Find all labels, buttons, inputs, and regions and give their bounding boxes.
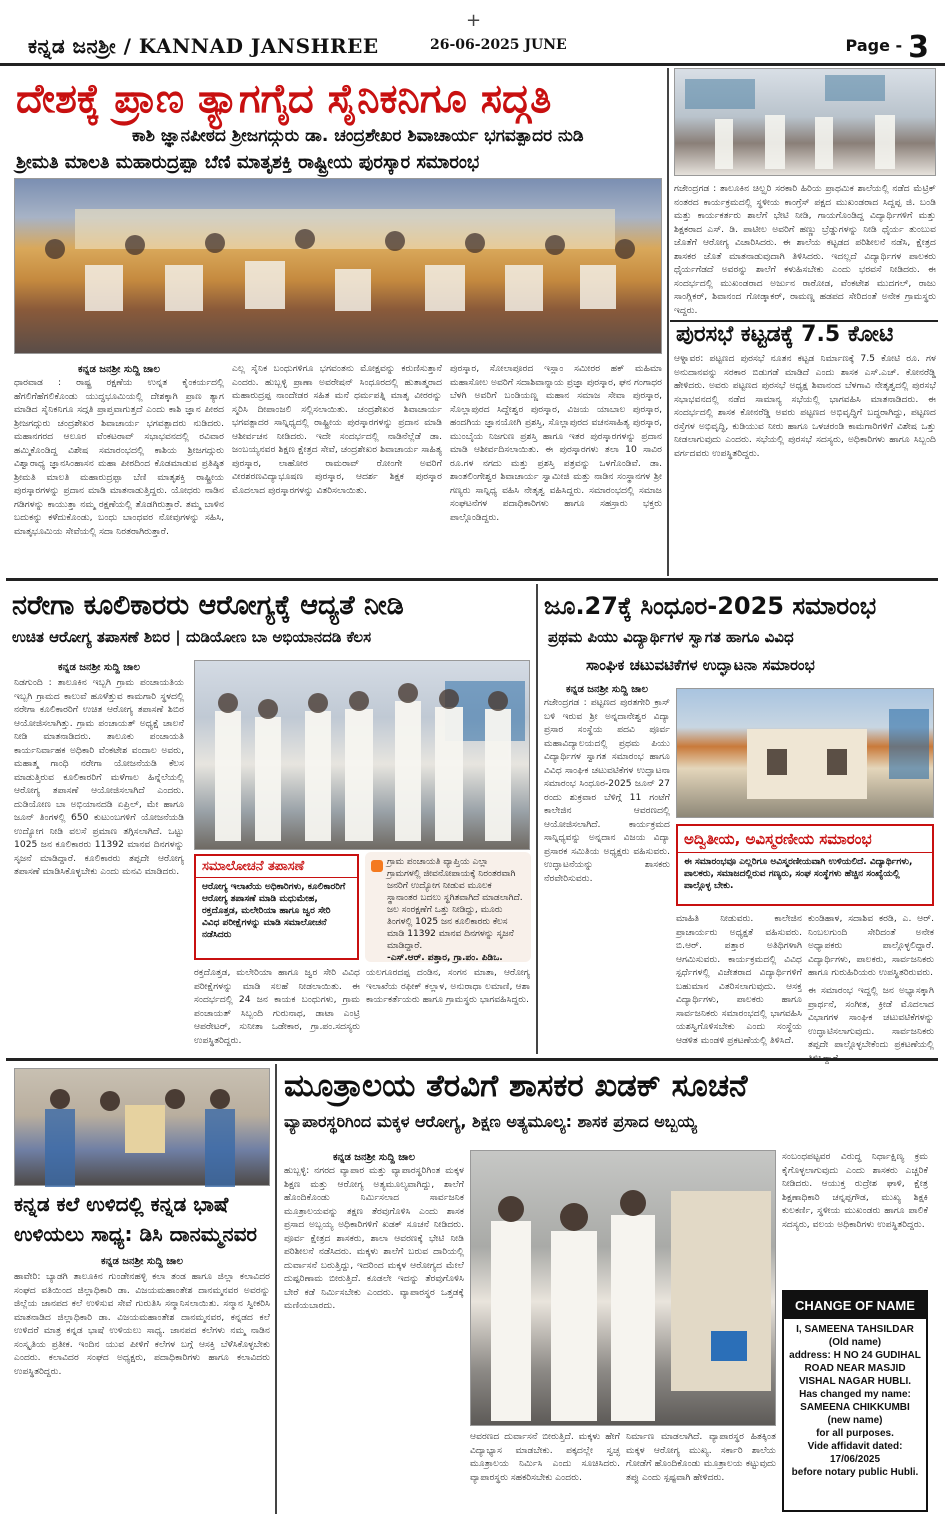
section-divider	[6, 1058, 938, 1061]
article-column: ಪುರಸ್ಕಾರ, ಸೋಲಾಪೂರದ ಇಸ್ಲಾಂ ಸಮೀರರ ಹಕ್ ಮಹಿಮಾ ಮಹಾಸೋಲ ಅವರಿಗೆ ಸದಾಶಿವಾನ್ನಾಯ ಪ್ರಜ್ಞಾ ಪುರಸ್ಕಾರ, ಘನ ಗಂಗಾಧರ ಬೆಳಗಿ ಅವರಿಗೆ ಬಂಡಿಯಣ್ಣ ಮಹಾನ ಸಮಾಜ ಸೇವಾ ಪುರಸ್ಕಾರ, ಸೊಲ್ಲಾಪುರದ ಸಿದ್ದೇಶ್ವರ ಪುರಸ್ಕಾರ, ವಿಜಯ ಯಾಬಾಲ ಪುರಸ್ಕಾರ, ಹಂದಗಿಯ ಜ್ಞಾನಯೋಗಿ ಪ್ರಶಸ್ತಿ, ಸೊಲ್ಲಾಪುರದ ವಚನಸಾಹಿತ್ಯ ಪುರಸ್ಕಾರ, ಮುಂಬೈಯ ನಿಜಗುಣ ಪ್ರಶಸ್ತಿ ಹಾಗೂ ಇತರ ಪುರಸ್ಕಾರಗಳನ್ನು ಪ್ರದಾನ ಮಾಡಿ ಆಶೀರ್ವದಿಸಲಾಯಿತು. ಈ ಪುರಸ್ಕಾರಗಳು ತಲಾ 10 ಸಾವಿರ ರೂ.ಗಳ ನಗದು ಮತ್ತು ಪ್ರಶಸ್ತಿ ಪತ್ರವನ್ನು ಒಳಗೊಂಡಿವೆ. ಡಾ. ಶಾಂತಲಿಂಗೇಶ್ವರ ಶಿವಾಚಾರ್ಯ ಸ್ವಾಮೀಜಿ ಮತ್ತು ನಾಡಿನ ಸಂಸ್ಥಾನಗಳ ಶ್ರೀ ಗಣ್ಯರು ಸಾನ್ನಿಧ್ಯ ವಹಿಸಿ ನೇತೃತ್ವ ವಹಿಸಿದ್ದರು. ಸಮಾರಂಭದಲ್ಲಿ ಸಮಾಜ ಸಂಘಟನೆಗಳ ಪದಾಧಿಕಾರಿಗಳು ಹಾಗೂ ಸಹಸ್ರಾರು ಭಕ್ತರು ಪಾಲ್ಗೊಂಡಿದ್ದರು.	[450, 363, 662, 523]
article-column: ಈ ಸಮಾರಂಭ ಇದ್ದಲ್ಲಿ ಜನ ಅಭ್ಯಾಸಕ್ಕಾಗಿ ಪ್ರಾರ್ಥನೆ, ಸಂಗೀತ, ಕ್ರೀಡೆ ಮೊದಲಾದ ವಿಭಾಗಗಳ ಸಾಂಘಿಕ ಚಟುವಟಿಕೆಗಳನ್ನು ಉದ್ಘಾಟಿಸಲಾಗುವುದು. ಸಾರ್ವಜನಿಕರು ತಪ್ಪದೇ ಪಾಲ್ಗೊಳ್ಳಬೇಕೆಂದು ಪ್ರಕಟಣೆಯಲ್ಲಿ	[808, 985, 934, 1050]
college-building-photo	[676, 688, 934, 818]
classified-body	[784, 1319, 926, 1479]
byline: ಕನ್ನಡ ಜನಶ್ರೀ ಸುದ್ದಿ ಜಾಲ	[566, 684, 648, 695]
quote-text: ಗ್ರಾಮ ಪಂಚಾಯತಿ ವ್ಯಾಪ್ತಿಯ ಎಲ್ಲಾ ಗ್ರಾಮಗಳಲ್ಲಿ ಜೀವನೋಪಾಯಕ್ಕೆ ನಿರಂತರವಾಗಿ ಜನರಿಗೆ ಉದ್ಯೋಗ ನೀಡುವ ಮೂಲಕ ಸ್ಥಾನಾಂತರ ಬದಲು ಸ್ಥಗಿತವಾಗಿದೆ ಮಾಡಲಾಗಿದೆ. ಜಲ ಸಂರಕ್ಷಣೆಗೆ ಒತ್ತು ನೀಡಿದ್ದು, ಮೂರು ತಿಂಗಳಲ್ಲಿ 1025 ಜನ ಕೂಲಿಕಾರರು ಕೆಲಸ ಮಾಡಿ 11392 ಮಾನವ ದಿನಗಳನ್ನು ಸೃಜನೆ ಮಾಡಿದ್ದಾರೆ.	[387, 857, 523, 951]
article-column: ಕುಂಡಿಹಾಳ, ಸದಾಶಿವ ಕರಡಿ, ಎ. ಆರ್. ನಿಂಬಲಗುಂದಿ ಸೇರಿದಂತೆ ಅನೇಕ ಅಧ್ಯಾಪಕರು ಪಾಲ್ಗೊಳ್ಳಲಿದ್ದಾರೆ. ವಿದ್ಯಾರ್ಥಿಗಳು, ಪಾಲಕರು, ಸಾರ್ವಜನಿಕರು ಹಾಗೂ ಗುರುಹಿರಿಯರು ಉಪಸ್ಥಿತರಿರುವರು.	[808, 913, 934, 978]
article-column: ನಿರ್ಮಾಣ ಮಾಡಲಾಗಿದೆ. ವ್ಯಾಪಾರಸ್ಥರ ಹಿತಕ್ಕಿಂತ ಮಕ್ಕಳ ಆರೋಗ್ಯ ಮುಖ್ಯ. ಸರ್ಕಾರಿ ಶಾಲೆಯ ಗೋಡೆಗೆ ಹೊಂದಿಕೊಂಡು ಮೂತ್ರಾಲಯ ಕಟ್ಟುವುದು ತಪ್ಪು ಎಂದು ಸ್ಪಷ್ಟವಾಗಿ ಹೇಳಿದರು.	[626, 1431, 776, 1483]
classified-line: I, SAMEENA TAHSILDAR	[796, 1324, 914, 1335]
photo-figures	[15, 179, 663, 355]
issue-date: 26-06-2025 JUNE	[430, 37, 567, 53]
classified-line: address: H NO 24 GUDIHAL	[789, 1350, 921, 1361]
headline: ಉಳಿಯಲು ಸಾಧ್ಯ: ಡಿಸಿ ದಾನಮ್ಮನವರ	[14, 1222, 258, 1246]
photo-figures	[677, 689, 935, 819]
article-column: ಆವರಣದ ದುರ್ವಾಸನೆ ಬೀರುತ್ತಿದೆ. ಮಕ್ಕಳು ಹೇಗೆ ವಿದ್ಯಾಭ್ಯಾಸ ಮಾಡಬೇಕು. ಪಕ್ಕದಲ್ಲೇ ಸ್ವಚ್ಛ ಮೂತ್ರಾಲಯ ನಿರ್ಮಿಸಿ ಎಂದು ಸೂಚಿಸಿದರು. ವ್ಯಾಪಾರಸ್ಥರು ಸಹಕರಿಸಬೇಕು ಎಂದರು.	[470, 1431, 620, 1483]
article-column: ಎಲ್ಲ ಸೈನಿಕ ಬಂಧುಗಳಿಗೂ ಭಗವಂತನು ಮೋಕ್ಷವನ್ನು ಕರುಣಿಸುತ್ತಾನೆ ಎಂದರು. ಹುಬ್ಬಳ್ಳಿ ಪ್ರಾಣಾ ಅವರೇಷನ್ ಸಿಂಧೂರದಲ್ಲಿ ಹುತಾತ್ಮರಾದ ಮಹಾರುದ್ರಪ್ಪ ನಾಂದೇಡರ ಸಹಿತ ಮನೆ ಧರ್ಮಪತ್ನಿ ಮಾತೃ ವೀರರನ್ನು ಸ್ಮರಿಸಿ ದೀಪಾಂಜಲಿ ಸಲ್ಲಿಸಲಾಯಿತು. ಚಂದ್ರಶೇಖರ ಶಿವಾಚಾರ್ಯ ಭಗವತ್ಪಾದರ ಸಾನ್ನಿಧ್ಯದಲ್ಲಿ ರಾಷ್ಟ್ರೀಯ ಪುರಸ್ಕಾರಗಳನ್ನು ಪ್ರದಾನ ಮಾಡಿ ಆಶೀರ್ವಚನ ನೀಡಿದರು. ಇದೇ ಸಂದರ್ಭದಲ್ಲಿ ನಾಡಿನೆಲ್ಲೆಡೆ ಡಾ. ಜಂಬಯ್ಯನವರ ಶಿಕ್ಷಣ ಕ್ಷೇತ್ರದ ಸೇವೆ, ಚಂದ್ರಶೇಖರ ಶಿವಾಚಾರ್ಯ ಸಾಹಿತ್ಯ ಪುರಸ್ಕಾರ, ಲಾಹೋರ ರಾಮರಾವ್ ರೋಂಗೇ ಅವರಿಗೆ ವೀರಶರಣವಿದ್ಯಾಭೂಷಣ ಪುರಸ್ಕಾರ, ಆದರ್ಶ ಶಿಕ್ಷಕ ಪುರಸ್ಕಾರ ಮೊದಲಾದ ಪುರಸ್ಕಾರಗಳನ್ನು ವಿತರಿಸಲಾಯಿತು.	[232, 363, 442, 496]
headline: ಜೂ.27ಕ್ಕೆ ಸಿಂಧೂರ-2025 ಸಮಾರಂಭ	[544, 592, 877, 620]
ceremony-stage-photo	[14, 178, 662, 354]
subheadline: ಕಾಶಿ ಜ್ಞಾನಪೀಠದ ಶ್ರೀಜಗದ್ಗುರು ಡಾ. ಚಂದ್ರಶೇಖರ ಶಿವಾಚಾರ್ಯ ಭಗವತ್ಪಾದರ ನುಡಿ	[132, 126, 584, 146]
article-column: ಮಾಹಿತಿ ನೀಡುವರು. ಕಾಲೇಜಿನ ಪ್ರಾಚಾರ್ಯರು ಅಧ್ಯಕ್ಷತೆ ವಹಿಸುವರು. ಬಿ.ಆರ್. ಪತ್ತಾರ ಅತಿಥಿಗಳಾಗಿ ಆಗಮಿಸುವರು. ಕಾರ್ಯಕ್ರಮದಲ್ಲಿ ವಿವಿಧ ಸ್ಪರ್ಧೆಗಳಲ್ಲಿ ವಿಜೇತರಾದ ವಿದ್ಯಾರ್ಥಿಗಳಿಗೆ ಬಹುಮಾನ ವಿತರಿಸಲಾಗುವುದು. ಆಸಕ್ತ ವಿದ್ಯಾರ್ಥಿಗಳು, ಪಾಲಕರು ಹಾಗೂ ಸಾರ್ವಜನಿಕರು ಸಮಾರಂಭದಲ್ಲಿ ಭಾಗವಹಿಸಿ ಯಶಸ್ವಿಗೊಳಿಸಬೇಕು ಎಂದು ಸಂಸ್ಥೆಯ ಆಡಳಿತ ಮಂಡಳಿ ಪ್ರಕಟಣೆಯಲ್ಲಿ ತಿಳಿಸಿದೆ.	[676, 913, 802, 1046]
article-column: ಧಾರವಾಡ : ರಾಷ್ಟ್ರ ರಕ್ಷಣೆಯ ಉನ್ನತ ಕೈಂಕರ್ಯದಲ್ಲಿ ಹೆಗಲಿಗೆಹೆಗಲಿಕೊಂಡು ಯುದ್ಧಭೂಮಿಯಲ್ಲಿ ದೇಶಕ್ಕಾಗಿ ಪ್ರಾಣ ತ್ಯಾಗ ಮಾಡಿದ ಸೈನಿಕನಿಗೂ ಸದ್ಗತಿ ಪ್ರಾಪ್ತವಾಗುತ್ತದೆ ಎಂದು ಕಾಶಿ ಜ್ಞಾನ ಪೀಠದ ಶ್ರೀಜಗದ್ಗುರು ಚಂದ್ರಶೇಖರ ಶಿವಾಚಾರ್ಯ ಭಗವತ್ಪಾದರು ನುಡಿದರು. ಮಹಾನಗರದ ಆಲೂರ ವೆಂಕಟರಾವ್ ಸಭಾಭವನದಲ್ಲಿ ರವಿವಾರ ಹಮ್ಮಿಕೊಂಡಿದ್ದ ವಿಶೇಷ ಸಮಾರಂಭದಲ್ಲಿ ಕಾಶಿಯ ಶ್ರೀಜಗದ್ಗುರು ವಿಶ್ವಾರಾಧ್ಯ ಜ್ಞಾನಸಿಂಹಾಸನ ಮಹಾ ಪೀಠದಿಂದ ಕೊಡಮಾಡುವ ಪ್ರತಿಷ್ಠಿತ ಶ್ರೀಮತಿ ಮಾಲತಿ ಮಹಾರುದ್ರಪ್ಪಾ ಬೆಣಿ ಮಾತೃಶಕ್ತಿ ರಾಷ್ಟ್ರೀಯ ಪುರಸ್ಕಾರಗಳನ್ನು ಪ್ರದಾನ ಮಾಡಿ ಮಾತನಾಡುತ್ತಿದ್ದರು. ಯೋಧರು ನಾಡಿನ ಗಡಿಗಳನ್ನು ಕಾಯುತ್ತಾ ನಮ್ಮ ರಕ್ಷಣೆಯಲ್ಲಿ ತೊಡಗಿರುತ್ತಾರೆ. ತಮ್ಮ ಬಾಳಿನ ಬದುಕನ್ನು ಕಳೆದುಕೊಂಡು, ಬಂಧು ಬಾಂಧವರ ನೋವುಗಳನ್ನು ಸಹಿಸಿ, ಮಾತೃಭೂಮಿಯ ಸೇವೆಯಲ್ಲಿ ಸದಾ ನಿರತರಾಗಿರುತ್ತಾರೆ.	[14, 377, 224, 537]
article-column: ಹಾವೇರಿ: ಬ್ಯಾಡಗಿ ತಾಲೂಕಿನ ಗುಂಡೇನಹಳ್ಳಿ ಕಲಾ ತಂಡ ಹಾಗೂ ಜಿಲ್ಲಾ ಕಲಾವಿದರ ಸಂಘದ ವತಿಯಿಂದ ಜಿಲ್ಲಾಧಿಕಾರಿ ಡಾ. ವಿಜಯಮಹಾಂತೇಶ ದಾನಮ್ಮನವರ ಅವರನ್ನು ಜಿಲ್ಲೆಯ ಜಾನಪದ ಕಲೆ ಉಳಿಸುವ ಸೇವೆ ಗುರುತಿಸಿ ಸನ್ಮಾನಿಸಲಾಯಿತು. ಸನ್ಮಾನ ಸ್ವೀಕರಿಸಿ ಮಾತನಾಡಿದ ಜಿಲ್ಲಾಧಿಕಾರಿ ಡಾ. ವಿಜಯಮಹಾಂತೇಶ ದಾನಮ್ಮನವರ, ಕನ್ನಡದ ಕಲೆ ಉಳಿದರೆ ಮಾತ್ರ ಕನ್ನಡ ಭಾಷೆ ಉಳಿಯಲು ಸಾಧ್ಯ. ಜಾನಪದ ಕಲೆಗಳು ನಮ್ಮ ನಾಡಿನ ಸಂಸ್ಕೃತಿಯ ಪ್ರತೀಕ. ಇಂದಿನ ಯುವ ಪೀಳಿಗೆ ಕಲೆಗಳ ಬಗ್ಗೆ ಆಸಕ್ತಿ ಬೆಳೆಸಿಕೊಳ್ಳಬೇಕು ಎಂದರು. ಕಲಾವಿದರ ಸಂಘದ ಅಧ್ಯಕ್ಷರು, ಪದಾಧಿಕಾರಿಗಳು ಹಾಗೂ ಕಲಾವಿದರು ಉಪಸ್ಥಿತರಿದ್ದರು.	[14, 1271, 270, 1377]
article-column: ಗಜೇಂದ್ರಗಡ : ತಾಲೂಕಿನ ಚಿಲ್ಝರಿ ಸರಕಾರಿ ಹಿರಿಯ ಪ್ರಾಥಮಿಕ ಶಾಲೆಯಲ್ಲಿ ನಡೆದ ಮೆಟ್ರಿಕ್ ನಂತರದ ಕಾರ್ಯಕ್ರಮದಲ್ಲಿ ಸ್ಥಳೀಯ ಕಾಂಗ್ರೆಸ್ ಪಕ್ಷದ ಮುಖಂಡರಾದ ಸಿದ್ದಪ್ಪ ಜಿ. ಬಂಡಿ ಮತ್ತು ಕಾರ್ಯಕರ್ತರು ಶಾಲೆಗೆ ಭೇಟಿ ನೀಡಿ, ಗಾಯಗೊಂಡಿದ್ದ ವಿದ್ಯಾರ್ಥಿಗಳಿಗೆ ಮತ್ತು ಶಿಕ್ಷಕರಾದ ಎಸ್. ಡಿ. ಪಾಟೀಲ ಅವರಿಗೆ ಹಣ್ಣು ಬ್ರೆಡ್ಡುಗಳನ್ನು ನೀಡಿ ಧೈರ್ಯ ತುಂಬುವ ಜೊತೆಗೆ ಆರೋಗ್ಯ ವಿಚಾರಿಸಿದರು. ಈ ಶಾಲೆಯ ಕಟ್ಟಡದ ಪರಿಶೀಲನೆ ನಡೆಸಿ, ಕ್ಷೇತ್ರದ ಶಾಸಕರ ಜೊತೆ ಮಾತನಾಡುವುದಾಗಿ ತಿಳಿಸಿದರು. ಇದಲ್ಲದೆ ವಿದ್ಯಾರ್ಥಿಗಳ ಪಾಲಕರು ಧೈರ್ಯಗೆಡದೆ ಅವರನ್ನು ಶಾಲೆಗೆ ಕಳುಹಿಸಬೇಕು ಎಂದು ಭರವಸೆ ನೀಡಿದರು. ಈ ಸಂದರ್ಭದಲ್ಲಿ ಮುಖಂಡರಾದ ಅರ್ಜುನ ರಾಠೋಡ, ವೆಂಕಟೇಶ ಮುದಗಲ್, ರಾಜು ಸಾಂಗ್ಲಿಕರ್, ಶಿವಾನಂದ ಗೋಡ್ಕಾಕರ್, ರಾಮಣ್ಣ ಹಡಪದ ಸೇರಿದಂತೆ ಅನೇಕ ಗ್ರಾಮಸ್ಥರು ಇದ್ದರು.	[674, 183, 936, 316]
classified-line: 17/06/2025	[829, 1454, 881, 1465]
headline: ನರೇಗಾ ಕೂಲಿಕಾರರು ಆರೋಗ್ಯಕ್ಕೆ ಆದ್ಯತೆ ನೀಡಿ	[12, 590, 404, 621]
article-column: ಯಲಗೂರದಪ್ಪ ದಂಡಿನ, ಸಂಗನ ಮಾತಾ, ಆರೋಗ್ಯ ಇಲಾಖೆಯ ರಫೀಕ್ ಕಲ್ಲಾಳ, ಅನುರಾಧಾ ಲಮಾಣಿ, ಆಶಾ ಕಾರ್ಯಕರ್ತೆಯರು ಹಾಗೂ ಗ್ರಾಮಸ್ಥರು ಭಾಗವಹಿಸಿದ್ದರು.	[366, 967, 530, 1005]
health-camp-photo	[194, 660, 530, 850]
school-visit-photo	[674, 68, 936, 176]
page-number-value: 3	[908, 30, 929, 65]
article-column: ರಕ್ತದೊತ್ತಡ, ಮಲೇರಿಯಾ ಹಾಗೂ ಜ್ವರ ಸೇರಿ ವಿವಿಧ ಪರೀಕ್ಷೆಗಳನ್ನು ಮಾಡಿ ಸಲಹೆ ನೀಡಲಾಯಿತು. ಈ ಸಂದರ್ಭದಲ್ಲಿ 24 ಜನ ಕಾಯಕ ಬಂಧುಗಳು, ಗ್ರಾಮ ಪಂಚಾಯತ್ ಸಿಬ್ಬಂದಿ ಗುರುನಾಥ, ಡಾಟಾ ಎಂಟ್ರಿ ಆಪರೇಟರ್, ಸುನೀತಾ ಒಡೇಕಾರ, ಗ್ರಾ.ಪಂ.ಸದಸ್ಯರು ಉಪಸ್ಥಿತರಿದ್ದರು.	[194, 967, 360, 1046]
box-text: ಈ ಸಮಾರಂಭವೂ ಎಲ್ಲರಿಗೂ ಅವಿಸ್ಮರಣೀಯವಾಗಿ ಉಳಿಯಲಿದೆ. ವಿದ್ಯಾರ್ಥಿಗಳು, ಪಾಲಕರು, ಸಮಾಜದಲ್ಲಿರುವ ಗಣ್ಯರು, ಸಂಘ ಸಂಸ್ಥೆಗಳು ಹೆಚ್ಚಿನ ಸಂಖ್ಯೆಯಲ್ಲಿ ಪಾಲ್ಗೊಳ್ಳ ಬೇಕು.	[684, 857, 913, 891]
box-text: ಆರೋಗ್ಯ ಇಲಾಖೆಯ ಅಧಿಕಾರಿಗಳು, ಕೂಲಿಕಾರರಿಗೆ ಆರೋಗ್ಯ ತಪಾಸಣೆ ಮಾಡಿ ಮಧುಮೇಹ, ರಕ್ತದೊತ್ತಡ, ಮಲೇರಿಯಾ ಹಾಗೂ ಜ್ವರ ಸೇರಿ ವಿವಿಧ ಪರೀಕ್ಷೆಗಳನ್ನು ಮಾಡಿ ಸಮಾಲೋಚನೆ ನಡೆಸಿದರು	[202, 882, 346, 940]
newspaper-name: ಕನ್ನಡ ಜನಶ್ರೀ / KANNAD JANSHREE	[28, 34, 379, 58]
section-divider	[6, 578, 938, 581]
subheadline: ವ್ಯಾಪಾರಸ್ಥರಿಗಿಂದ ಮಕ್ಕಳ ಆರೋಗ್ಯ, ಶಿಕ್ಷಣ ಅತ್ಯಮೂಲ್ಯ: ಶಾಸಕ ಪ್ರಸಾದ ಅಬ್ಬಯ್ಯ	[284, 1112, 697, 1131]
quote-icon	[371, 860, 383, 872]
photo-figures	[195, 661, 531, 851]
byline: ಕನ್ನಡ ಜನಶ್ರೀ ಸುದ್ದಿ ಜಾಲ	[58, 662, 140, 673]
subheadline: ಸಾಂಘಿಕ ಚಟುವಟಿಕೆಗಳ ಉದ್ಘಾಟನಾ ಸಮಾರಂಭ	[586, 656, 815, 674]
article-column: ಗಜೇಂದ್ರಗಡ : ಪಟ್ಟಣದ ಪುರತಗೇರಿ ಕ್ರಾಸ್ ಬಳಿ ಇರುವ ಶ್ರೀ ಅನ್ನದಾನೇಶ್ವರ ವಿದ್ಯಾ ಪ್ರಸಾರ ಸಂಸ್ಥೆಯ ಪದವಿ ಪೂರ್ವ ಮಹಾವಿದ್ಯಾಲಯದಲ್ಲಿ ಪ್ರಥಮ ಪಿಯು ವಿದ್ಯಾರ್ಥಿಗಳ ಸ್ವಾಗತ ಸಮಾರಂಭ ಹಾಗೂ ವಿವಿಧ ಸಾಂಘಿಕ ಚಟುವಟಿಕೆಗಳ ಉದ್ಘಾಟನಾ ಸಮಾರಂಭ ಸಿಂಧೂರ-2025 ಜೂನ್ 27 ರಂದು ಶುಕ್ರವಾರ ಬೆಳಿಗ್ಗೆ 11 ಗಂಟೆಗೆ ಕಾಲೇಜಿನ ಆವರಣದಲ್ಲಿ ಆಯೋಜಿಸಲಾಗಿದೆ. ಕಾರ್ಯಕ್ರಮದ ಸಾನ್ನಿಧ್ಯವನ್ನು ಅನ್ನದಾನ ವಿಜಯ ವಿದ್ಯಾ ಪ್ರಸಾರಕ ಸಮಿತಿಯ ಅಧ್ಯಕ್ಷರು ವಹಿಸುವರು. ಉದ್ಘಾಟನೆಯನ್ನು ಶಾಸಕರು ನೆರವೇರಿಸುವರು.	[544, 697, 670, 884]
urinal-inspection-photo	[470, 1150, 776, 1426]
classified-change-of-name	[782, 1290, 928, 1512]
classified-line: before notary public Hubli.	[791, 1467, 919, 1478]
headline: ಕನ್ನಡ ಕಲೆ ಉಳಿದಲ್ಲಿ ಕನ್ನಡ ಭಾಷೆ	[14, 1192, 229, 1216]
classified-line: for all purposes.	[816, 1428, 894, 1439]
box-title: ಅದ್ವಿತೀಯ, ಅವಿಸ್ಮರಣೀಯ ಸಮಾರಂಭ	[678, 826, 932, 853]
column-divider	[275, 1064, 277, 1514]
subheadline: ಉಚಿತ ಆರೋಗ್ಯ ತಪಾಸಣೆ ಶಿಬಿರ | ದುಡಿಯೋಣ ಬಾ ಅಭಿಯಾನದಡಿ ಕೆಲಸ	[12, 628, 372, 646]
classified-line: VISHAL NAGAR HUBLI.	[798, 1376, 912, 1387]
article-column: ನಿಡಗುಂದಿ : ತಾಲೂಕಿನ ಇಬ್ಬಗಿ ಗ್ರಾಮ ಪಂಚಾಯತಿಯ ಇಬ್ಬಗಿ ಗ್ರಾಮದ ಕಾಲುವೆ ಹೂಳೆತ್ತುವ ಕಾಮಗಾರಿ ಸ್ಥಳದಲ್ಲಿ ನರೇಗಾ ಕೂಲಿಕಾರರಿಗೆ ಉಚಿತ ಆರೋಗ್ಯ ತಪಾಸಣೆ ಶಿಬಿರ ಆಯೋಜಿಸಲಾಗಿತ್ತು. ಗ್ರಾಮ ಪಂಚಾಯತ್ ಅಧ್ಯಕ್ಷೆ ಚಾಲನೆ ನೀಡಿ ಮಾತನಾಡಿದರು. ತಾಲೂಕು ಪಂಚಾಯತಿ ಕಾರ್ಯನಿರ್ವಾಹಕ ಅಧಿಕಾರಿ ವೆಂಕಟೇಶ ವಂದಾಲ ಅವರು, ಮಹಾತ್ಮ ಗಾಂಧಿ ನರೇಗಾ ಯೋಜನೆಯಡಿ ಕೆಲಸ ಮಾಡುತ್ತಿರುವ ಕೂಲಿಕಾರರಿಗೆ ಮಳೆಗಾಲ ಹಿನ್ನೆಲೆಯಲ್ಲಿ ಆರೋಗ್ಯ ತಪಾಸಣೆ ಆಯೋಜಿಸಲಾಗಿದೆ ಎಂದರು. ದುಡಿಯೋಣ ಬಾ ಅಭಿಯಾನದಡಿ ಏಪ್ರಿಲ್, ಮೇ ಹಾಗೂ ಜೂನ್ ತಿಂಗಳಲ್ಲಿ 650 ಕುಟುಂಬಗಳಿಗೆ ಯೋಜನೆಯಡಿ ಉದ್ಯೋಗ ನೀಡಿ ವಲಸೆ ಪ್ರಮಾಣ ತಗ್ಗಿಸಲಾಗಿದೆ. ಒಟ್ಟು 1025 ಜನ ಕೂಲಿಕಾರರು 11392 ಮಾನವ ದಿನಗಳನ್ನು ಸೃಜನೆ ಮಾಡಿದ್ದಾರೆ. ಕೂಲಿಕಾರರು ತಪ್ಪದೇ ಆರೋಗ್ಯ ತಪಾಸಣೆ ಮಾಡಿಸಿಕೊಳ್ಳಬೇಕು ಎಂದು ಮನವಿ ಮಾಡಿದರು.	[14, 677, 184, 877]
article-column: ಹುಬ್ಬಳ್ಳಿ: ನಗರದ ವ್ಯಾಪಾರ ಮತ್ತು ವ್ಯಾಪಾರಸ್ಥರಿಗಿಂತ ಮಕ್ಕಳ ಶಿಕ್ಷಣ ಮತ್ತು ಆರೋಗ್ಯ ಅತ್ಯಮೂಲ್ಯವಾಗಿದ್ದು, ಶಾಲೆಗೆ ಹೊಂದಿಕೊಂಡು ನಿರ್ಮಿಸಲಾದ ಸಾರ್ವಜನಿಕ ಮೂತ್ರಾಲಯವನ್ನು ತಕ್ಷಣ ತೆರವುಗೊಳಿಸಿ ಎಂದು ಶಾಸಕ ಪ್ರಸಾದ ಅಬ್ಬಯ್ಯ ಅಧಿಕಾರಿಗಳಿಗೆ ಖಡಕ್ ಸೂಚನೆ ನೀಡಿದರು. ಪೂರ್ವ ಕ್ಷೇತ್ರದ ಶಾಸಕರು, ಶಾಲಾ ಆವರಣಕ್ಕೆ ಭೇಟಿ ನೀಡಿ ಪರಿಶೀಲನೆ ನಡೆಸಿದರು. ಮಕ್ಕಳು ಶಾಲೆಗೆ ಬರುವ ದಾರಿಯಲ್ಲಿ ದುರ್ವಾಸನೆ ಬರುತ್ತಿದ್ದು, ಇದರಿಂದ ಮಕ್ಕಳ ಆರೋಗ್ಯದ ಮೇಲೆ ದುಷ್ಪರಿಣಾಮ ಬೀರುತ್ತಿದೆ. ಕೂಡಲೇ ಇದನ್ನು ತೆರವುಗೊಳಿಸಿ ಬೇರೆ ಕಡೆ ನಿರ್ಮಿಸಬೇಕು ಎಂದರು. ವ್ಯಾಪಾರಸ್ಥರ ಒತ್ತಡಕ್ಕೆ ಮಣಿಯಬಾರದು.	[284, 1165, 464, 1311]
classified-line: ROAD NEAR MASJID	[804, 1363, 906, 1374]
sidebar-box-memorable	[676, 824, 934, 906]
article-column: ಆಳ್ನಾವರ: ಪಟ್ಟಣದ ಪುರಸಭೆ ನೂತನ ಕಟ್ಟಡ ನಿರ್ಮಾಣಕ್ಕೆ 7.5 ಕೋಟಿ ರೂ. ಗಳ ಅನುದಾನವನ್ನು ಸರಕಾರ ಬಿಡುಗಡೆ ಮಾಡಿದೆ ಎಂದು ಶಾಸಕ ಎಸ್.ಎಚ್. ಕೋನರೆಡ್ಡಿ ಹೇಳಿದರು. ಅವರು ಪಟ್ಟಣದ ಪುರಸಭೆ ಅಧ್ಯಕ್ಷ ಶಿವಾನಂದ ಬೆಳಗಾವಿ ನೇತೃತ್ವದಲ್ಲಿ ಪುರಸಭೆ ಸಭಾಭವನದಲ್ಲಿ ನಡೆದ ಸಾಮಾನ್ಯ ಸಭೆಯಲ್ಲಿ ಭಾಗವಹಿಸಿ ಮಾತನಾಡಿದರು. ಈ ಸಂದರ್ಭದಲ್ಲಿ ಶಾಸಕ ಕೋನರೆಡ್ಡಿ ಅವರು ಪಟ್ಟಣದ ಅಭಿವೃದ್ಧಿಗೆ ಬದ್ಧರಾಗಿದ್ದು, ಪಟ್ಟಣದ ರಸ್ತೆಗಳ ಅಭಿವೃದ್ಧಿ, ಕುಡಿಯುವ ನೀರು ಹಾಗೂ ಒಳಚರಂಡಿ ಕಾಮಗಾರಿಗಳಿಗೆ ವಿಶೇಷ ಒತ್ತು ನೀಡಲಾಗುವುದು ಎಂದರು. ಸಭೆಯಲ್ಲಿ ಪುರಸಭೆ ಸದಸ್ಯರು, ಅಧಿಕಾರಿಗಳು ಹಾಗೂ ಸಿಬ್ಬಂದಿ ವರ್ಗದವರು ಉಪಸ್ಥಿತರಿದ್ದರು.	[674, 353, 936, 459]
classified-line: SAMEENA CHIKKUMBI	[800, 1402, 910, 1413]
column-divider	[536, 584, 538, 1054]
page-label: Page -	[845, 36, 903, 55]
headline: ಪುರಸಭೆ ಕಟ್ಟಡಕ್ಕೆ 7.5 ಕೋಟಿ	[676, 322, 894, 347]
byline: ಕನ್ನಡ ಜನಶ್ರೀ ಸುದ್ದಿ ಜಾಲ	[333, 1152, 415, 1163]
column-divider	[667, 68, 669, 576]
classified-title: CHANGE OF NAME	[784, 1292, 926, 1319]
registration-mark-icon: +	[466, 10, 482, 31]
classified-line: Has changed my name:	[799, 1389, 911, 1400]
subheadline: ಪ್ರಥಮ ಪಿಯು ವಿದ್ಯಾರ್ಥಿಗಳ ಸ್ವಾಗತ ಹಾಗೂ ವಿವಿಧ	[548, 628, 794, 646]
byline: ಕನ್ನಡ ಜನಶ್ರೀ ಸುದ್ದಿ ಜಾಲ	[101, 1256, 183, 1267]
article-column: ಸಂಬಂಧಪಟ್ಟವರ ವಿರುದ್ಧ ನಿರ್ಧಾಕ್ಷಿಣ್ಯ ಕ್ರಮ ಕೈಗೊಳ್ಳಲಾಗುವುದು ಎಂದು ಶಾಸಕರು ಎಚ್ಚರಿಕೆ ನೀಡಿದರು. ಆಯುಕ್ತ ರುದ್ರೇಶ ಘಾಳಿ, ಕ್ಷೇತ್ರ ಶಿಕ್ಷಣಾಧಿಕಾರಿ ಚನ್ನಪ್ಪಗೌಡ, ಮುಖ್ಯ ಶಿಕ್ಷಕಿ ಕುಲಕರ್ಣಿ, ಸ್ಥಳೀಯ ಮುಖಂಡರು ಹಾಗೂ ಪಾಲಿಕೆ ಸದಸ್ಯರು, ವಲಯ ಅಧಿಕಾರಿಗಳು ಉಪಸ್ಥಿತರಿದ್ದರು.	[782, 1151, 928, 1230]
photo-figures	[15, 1069, 271, 1187]
sidebar-box-consultation	[194, 854, 359, 960]
headline: ಮೂತ್ರಾಲಯ ತೆರವಿಗೆ ಶಾಸಕರ ಖಡಕ್ ಸೂಚನೆ	[284, 1068, 748, 1104]
quote-box-pdo	[365, 852, 531, 962]
felicitation-photo	[14, 1068, 270, 1186]
headline: ದೇಶಕ್ಕೆ ಪ್ರಾಣ ತ್ಯಾಗಗೈದ ಸೈನಿಕನಿಗೂ ಸದ್ಗತಿ	[16, 76, 552, 122]
quote-signature: -ಎಸ್.ಆರ್. ಪತ್ತಾರ, ಗ್ರಾ.ಪಂ. ಪಿಡಿಒ.	[387, 953, 503, 963]
photo-figures	[471, 1151, 777, 1427]
page-number	[846, 30, 929, 65]
classified-line: (Old name)	[828, 1337, 882, 1348]
subheadline: ಶ್ರೀಮತಿ ಮಾಲತಿ ಮಹಾರುದ್ರಪ್ಪಾ ಬೆಣಿ ಮಾತೃಶಕ್ತಿ ರಾಷ್ಟ್ರೀಯ ಪುರಸ್ಕಾರ ಸಮಾರಂಭ	[16, 152, 480, 173]
classified-line: (new name)	[827, 1415, 883, 1426]
photo-figures	[675, 69, 937, 177]
box-title: ಸಮಾಲೋಚನೆ ತಪಾಸಣೆ	[196, 856, 357, 878]
masthead	[0, 0, 945, 66]
byline: ಕನ್ನಡ ಜನಶ್ರೀ ಸುದ್ದಿ ಜಾಲ	[78, 364, 160, 375]
classified-line: Vide affidavit dated:	[807, 1441, 903, 1452]
